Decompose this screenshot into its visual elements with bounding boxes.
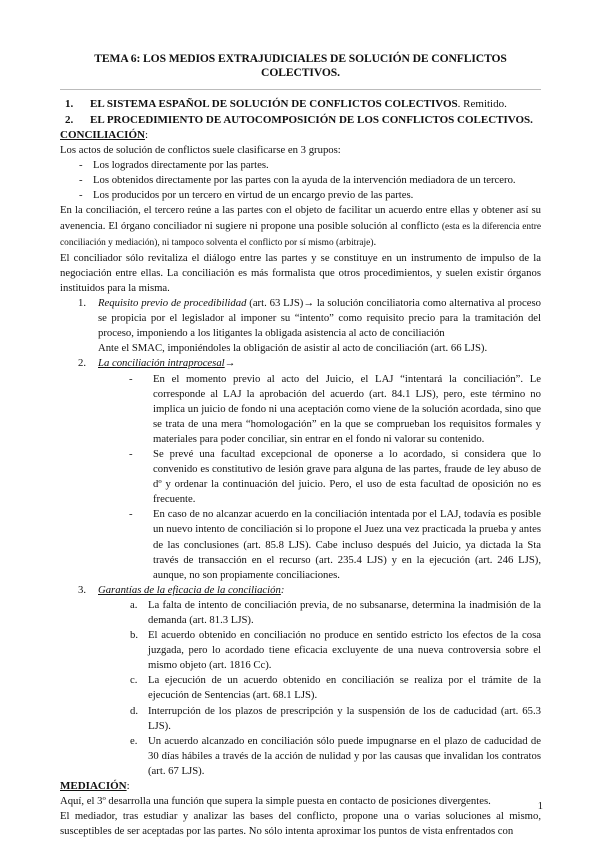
heading-text: MEDIACIÓN [60,780,127,793]
heading-text: CONCILIACIÓN [60,129,145,141]
outline-item [60,113,541,129]
guarantee-item [130,628,541,673]
outline-text: EL PROCEDIMIENTO DE AUTOCOMPOSICIÓN DE LOS CONFLICTOS COLECTIVOS. [90,113,533,126]
groups-intro: Los actos de solución de conflictos suele clasificarse en 3 grupos: [60,144,341,157]
guarantee-letter: e. [130,734,138,747]
paragraph-aside: (esta es la diferencia entre conciliación y mediación), ni tampoco solventa el conflicto por sí mismo (arbitraje) [60,221,541,248]
item-extra: Ante el SMAC, imponiéndoles la obligación de asistir al acto de conciliación (art. 66 LJS). [98,342,488,355]
sub-item-text: En caso de no alcanzar acuerdo en la conciliación intentada por el LAJ, todavía es posible un nuevo intento de conciliación si lo propone el Juez una vez practicada la prueba y antes de las conclusiones (art. 85.8 LJS). Cabe incluso después del Juicio, ya dictada la Sta través de transacción en el recurso (art. 235.4 LJS) y en la ejecución (art. 246 LJS), aunque, no son propiamente conciliaciones. [153,508,541,581]
outline-item [60,97,541,113]
item-lead: Garantías de la eficacia de la conciliación [98,583,281,596]
guarantees-list [98,598,541,779]
guarantee-text: La ejecución de un acuerdo obtenido en conciliación se realiza por el trámite de la ejecución de Sentencias (art. 68.1 LJS). [148,674,541,702]
guarantee-text: La falta de intento de conciliación previa, de no subsanarse, determina la inadmisión de la demanda (art. 81.3 LJS). [148,598,541,626]
document-title: TEMA 6: LOS MEDIOS EXTRAJUDICIALES DE SOLUCIÓN DE CONFLICTOS COLECTIVOS. [94,52,507,79]
mediacion-paragraph: El mediador, tras estudiar y analizar las bases del conflicto, propone una o varias soluciones al mismo, susceptibles de ser aceptadas por las partes. No sólo intenta aproximar los puntos de vista enfrentados con [60,810,541,838]
section-outline [60,97,541,128]
guarantee-item [130,704,541,734]
arrow-icon: → [224,357,236,370]
item-text: (art. 63 LJS)→ la solución conciliatoria como alternativa al proceso se propicia por el legislador al imponer su “intento” como requisito precio para la tramitación del proceso, imponiendo a los litigantes la obligada asistencia al acto de conciliación [98,297,542,340]
item-lead-colon: : [280,583,285,596]
feature-item [78,583,541,779]
sub-list-item: - En el momento previo al acto del Juicio, el LAJ “intentará la conciliación”. Le corresponde al LAJ la aprobación del acuerdo (art. 84.1 LJS), pero, este término no implica un juicio de fondo ni una aceptación como viene de la solución acordada, sino que se trata de una mera “homologación” en la que se comprueban los requisitos formales y materiales para poder conciliar, sin entrar en el fondo ni valorar su contenido. [129,372,541,445]
guarantee-text: Un acuerdo alcanzado en conciliación sólo puede impugnarse en el plazo de caducidad de 30 días hábiles a través de la acción de nulidad y por las causas que invalidan los contratos (art. 67 LJS). [148,734,541,777]
guarantee-letter: d. [130,704,139,717]
sub-item-text: Se prevé una facultad excepcional de oponerse a lo acordado, si considera que lo convenido es constitutivo de lesión grave para alguna de las partes, fraude de ley abuso de dº y ordenar la continuación del juicio. Pero, el uso de esta facultad de oposición no es frecuente. [153,447,541,506]
guarantee-letter: c. [130,674,138,687]
title-divider [60,89,541,90]
outline-number: 2. [65,113,74,126]
item-lead: Requisito previo de procedibilidad [98,297,247,310]
item-number: 2. [78,357,87,370]
heading-colon: : [144,129,149,141]
guarantee-item [130,598,541,628]
item-number: 1. [78,297,87,310]
guarantee-text: El acuerdo obtenido en conciliación no produce en sentido estricto los efectos de la cosa juzgada, pero lo acordado tiene eficacia excluyente de una nueva controversia sobre el mismo objeto (art. 1816 Cc). [148,629,541,672]
sub-list-item: - Se prevé una facultad excepcional de oponerse a lo acordado, si considera que lo convenido es constitutivo de lesión grave para alguna de las partes, fraude de ley abuso de dº y ordenar la continuación del juicio. Pero, el uso de esta facultad de oposición no es frecuente. [129,447,541,506]
list-item: - Los logrados directamente por las partes. [79,159,269,172]
groups-list [60,158,541,203]
outline-note: . Remitido. [457,98,507,110]
guarantee-item [130,734,541,779]
conciliacion-paragraph [60,203,541,250]
guarantee-letter: a. [130,598,138,611]
list-item-text: Los obtenidos directamente por las partes con la ayuda de la intervención mediadora de un tercero. [93,174,516,187]
guarantee-letter: b. [130,629,139,642]
list-item: - Los producidos por un tercero en virtud de un encargo previo de las partes. [79,189,414,202]
list-item-text: Los producidos por un tercero en virtud de un encargo previo de las partes. [93,189,414,202]
conciliacion-features [60,296,541,779]
sub-list [98,372,541,583]
paragraph-text: En la conciliación, el tercero reúne a las partes con el objeto de facilitar un acuerdo entre ellas y obtener así su avenencia. El órgano conciliador ni sugiere ni propone una posible solución al conflicto [60,204,541,232]
sub-list-item: - En caso de no alcanzar acuerdo en la conciliación intentada por el LAJ, todavía es posible un nuevo intento de conciliación si lo propone el Juez una vez practicada la prueba y antes de las conclusiones (art. 85.8 LJS). Cabe incluso después del Juicio, ya dictada la Sta través de transacción en el recurso (art. 235.4 LJS) y en la ejecución (art. 246 LJS), aunque, no son propiamente conciliaciones. [129,508,541,581]
item-lead: La conciliación intraprocesal [98,357,225,370]
feature-item [78,296,541,356]
outline-number: 1. [65,98,74,110]
list-item-text: Los logrados directamente por las partes. [93,159,269,172]
heading-colon: : [126,780,130,793]
page-number: 1 [537,801,543,812]
conciliacion-heading [60,128,541,143]
mediacion-heading [60,779,541,794]
conciliacion-paragraph: El conciliador sólo revitaliza el diálogo entre las partes y se constituye en un instrumento de impulso de la negociación entre ellas. La conciliación es más formalista que otros procedimientos, y suelen existir órganos instituidos para la misma. [60,251,541,294]
list-item: - Los obtenidos directamente por las partes con la ayuda de la intervención mediadora de un tercero. [79,174,516,187]
sub-item-text: En el momento previo al acto del Juicio, el LAJ “intentará la conciliación”. Le corresponde al LAJ la aprobación del acuerdo (art. 84.1 LJS), pero, este término no implica un juicio de fondo ni una aceptación como viene de la solución acordada, sino que se trata de una mera “homologación” en la que se comprueban los requisitos formales y materiales para poder conciliar, sin entrar en el fondo ni valorar su contenido. [153,372,541,445]
item-number: 3. [78,583,87,596]
feature-item [78,356,541,582]
outline-text: EL SISTEMA ESPAÑOL DE SOLUCIÓN DE CONFLICTOS COLECTIVOS [90,98,458,110]
paragraph-end: . [373,235,377,248]
mediacion-paragraph: Aquí, el 3º desarrolla una función que supera la simple puesta en contacto de posiciones divergentes. [60,795,491,808]
guarantee-text: Interrupción de los plazos de prescripción y la suspensión de los de caducidad (art. 65.3 LJS). [148,704,541,732]
guarantee-item [130,673,541,703]
